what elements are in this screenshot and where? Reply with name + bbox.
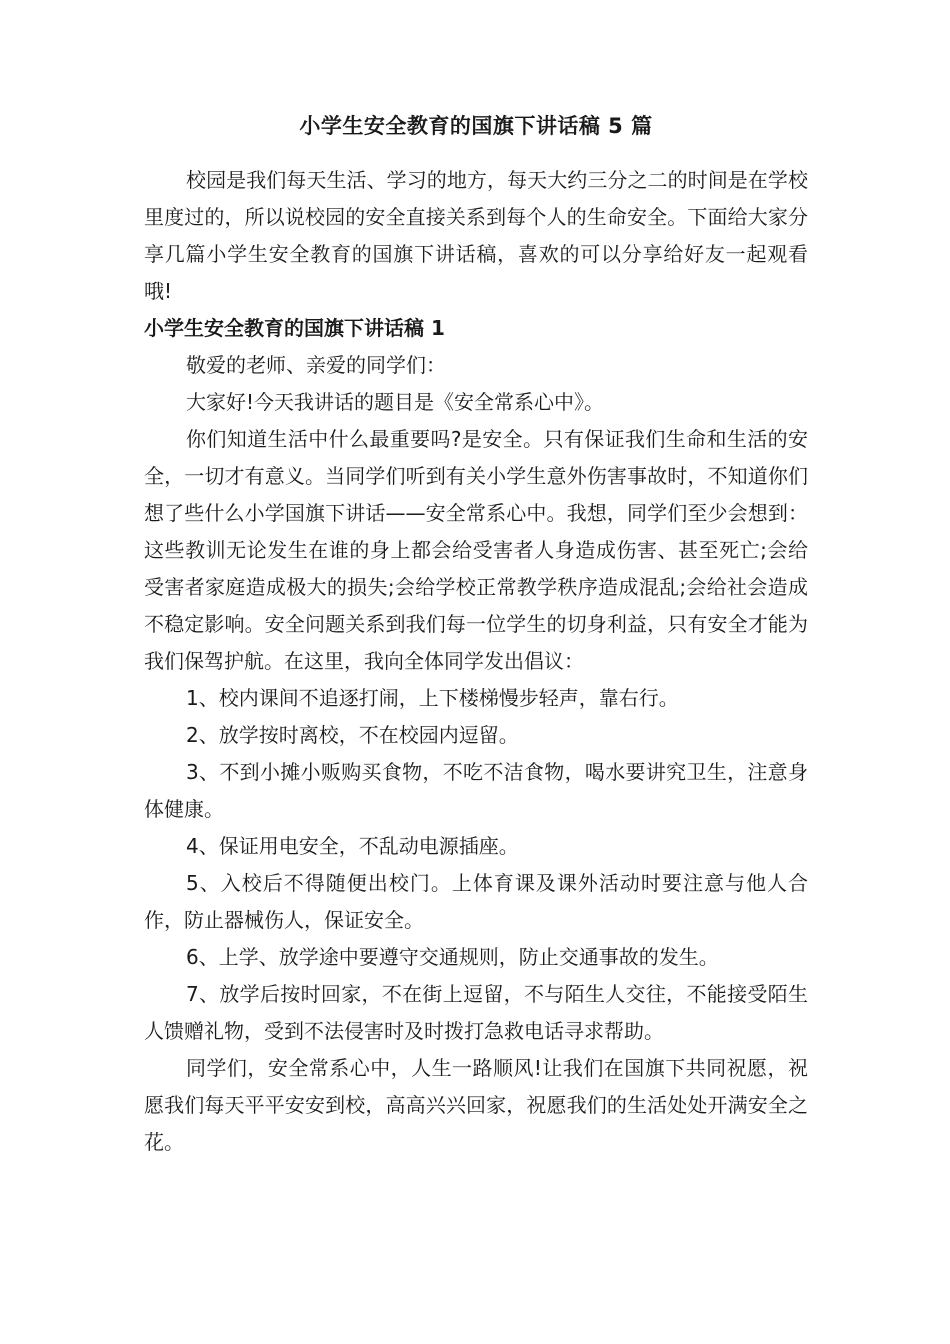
body-paragraph: 你们知道生活中什么最重要吗?是安全。只有保证我们生命和生活的安全，一切才有意义。当同学们听到有关小学生意外伤害事故时，不知道你们想了些什么小学国旗下讲话——安全常系心中。我想，同学们至少会想到：这些教训无论发生在谁的身上都会给受害者人身造成伤害、甚至死亡;会给受害者家庭造成极大的损失;会给学校正常教学秩序造成混乱;会给社会造成不稳定影响。安全问题关系到我们每一位学生的切身利益，只有安全才能为我们保驾护航。在这里，我向全体同学发出倡议： — [144, 427, 808, 673]
intro-paragraph: 校园是我们每天生活、学习的地方，每天大约三分之二的时间是在学校里度过的，所以说校园的安全直接关系到每个人的生命安全。下面给大家分享几篇小学生安全教育的国旗下讲话稿，喜欢的可以分享给好友一起观看哦! — [144, 168, 808, 303]
document-page — [144, 108, 808, 1161]
list-item-6: 6、上学、放学途中要遵守交通规则，防止交通事故的发生。 — [186, 945, 719, 969]
opening-paragraph: 大家好!今天我讲话的题目是《安全常系心中》。 — [186, 390, 605, 414]
section-title: 小学生安全教育的国旗下讲话稿 1 — [144, 316, 445, 340]
list-item-5: 5、入校后不得随便出校门。上体育课及课外活动时要注意与他人合作，防止器械伤人，保证安全。 — [144, 871, 808, 932]
greeting-paragraph: 敬爱的老师、亲爱的同学们： — [186, 353, 446, 377]
list-item-4: 4、保证用电安全，不乱动电源插座。 — [186, 834, 519, 858]
closing-paragraph: 同学们，安全常系心中，人生一路顺风!让我们在国旗下共同祝愿，祝愿我们每天平平安安到校，高高兴兴回家，祝愿我们的生活处处开满安全之花。 — [144, 1056, 808, 1154]
list-item-3: 3、不到小摊小贩购买食物，不吃不洁食物，喝水要讲究卫生，注意身体健康。 — [144, 760, 808, 821]
list-item-1: 1、校内课间不追逐打闹，上下楼梯慢步轻声，靠右行。 — [186, 686, 679, 710]
document-title: 小学生安全教育的国旗下讲话稿 5 篇 — [299, 114, 653, 138]
list-item-7: 7、放学后按时回家，不在街上逗留，不与陌生人交往，不能接受陌生人馈赠礼物，受到不法侵害时及时拨打急救电话寻求帮助。 — [144, 982, 808, 1043]
list-item-2: 2、放学按时离校，不在校园内逗留。 — [186, 723, 519, 747]
